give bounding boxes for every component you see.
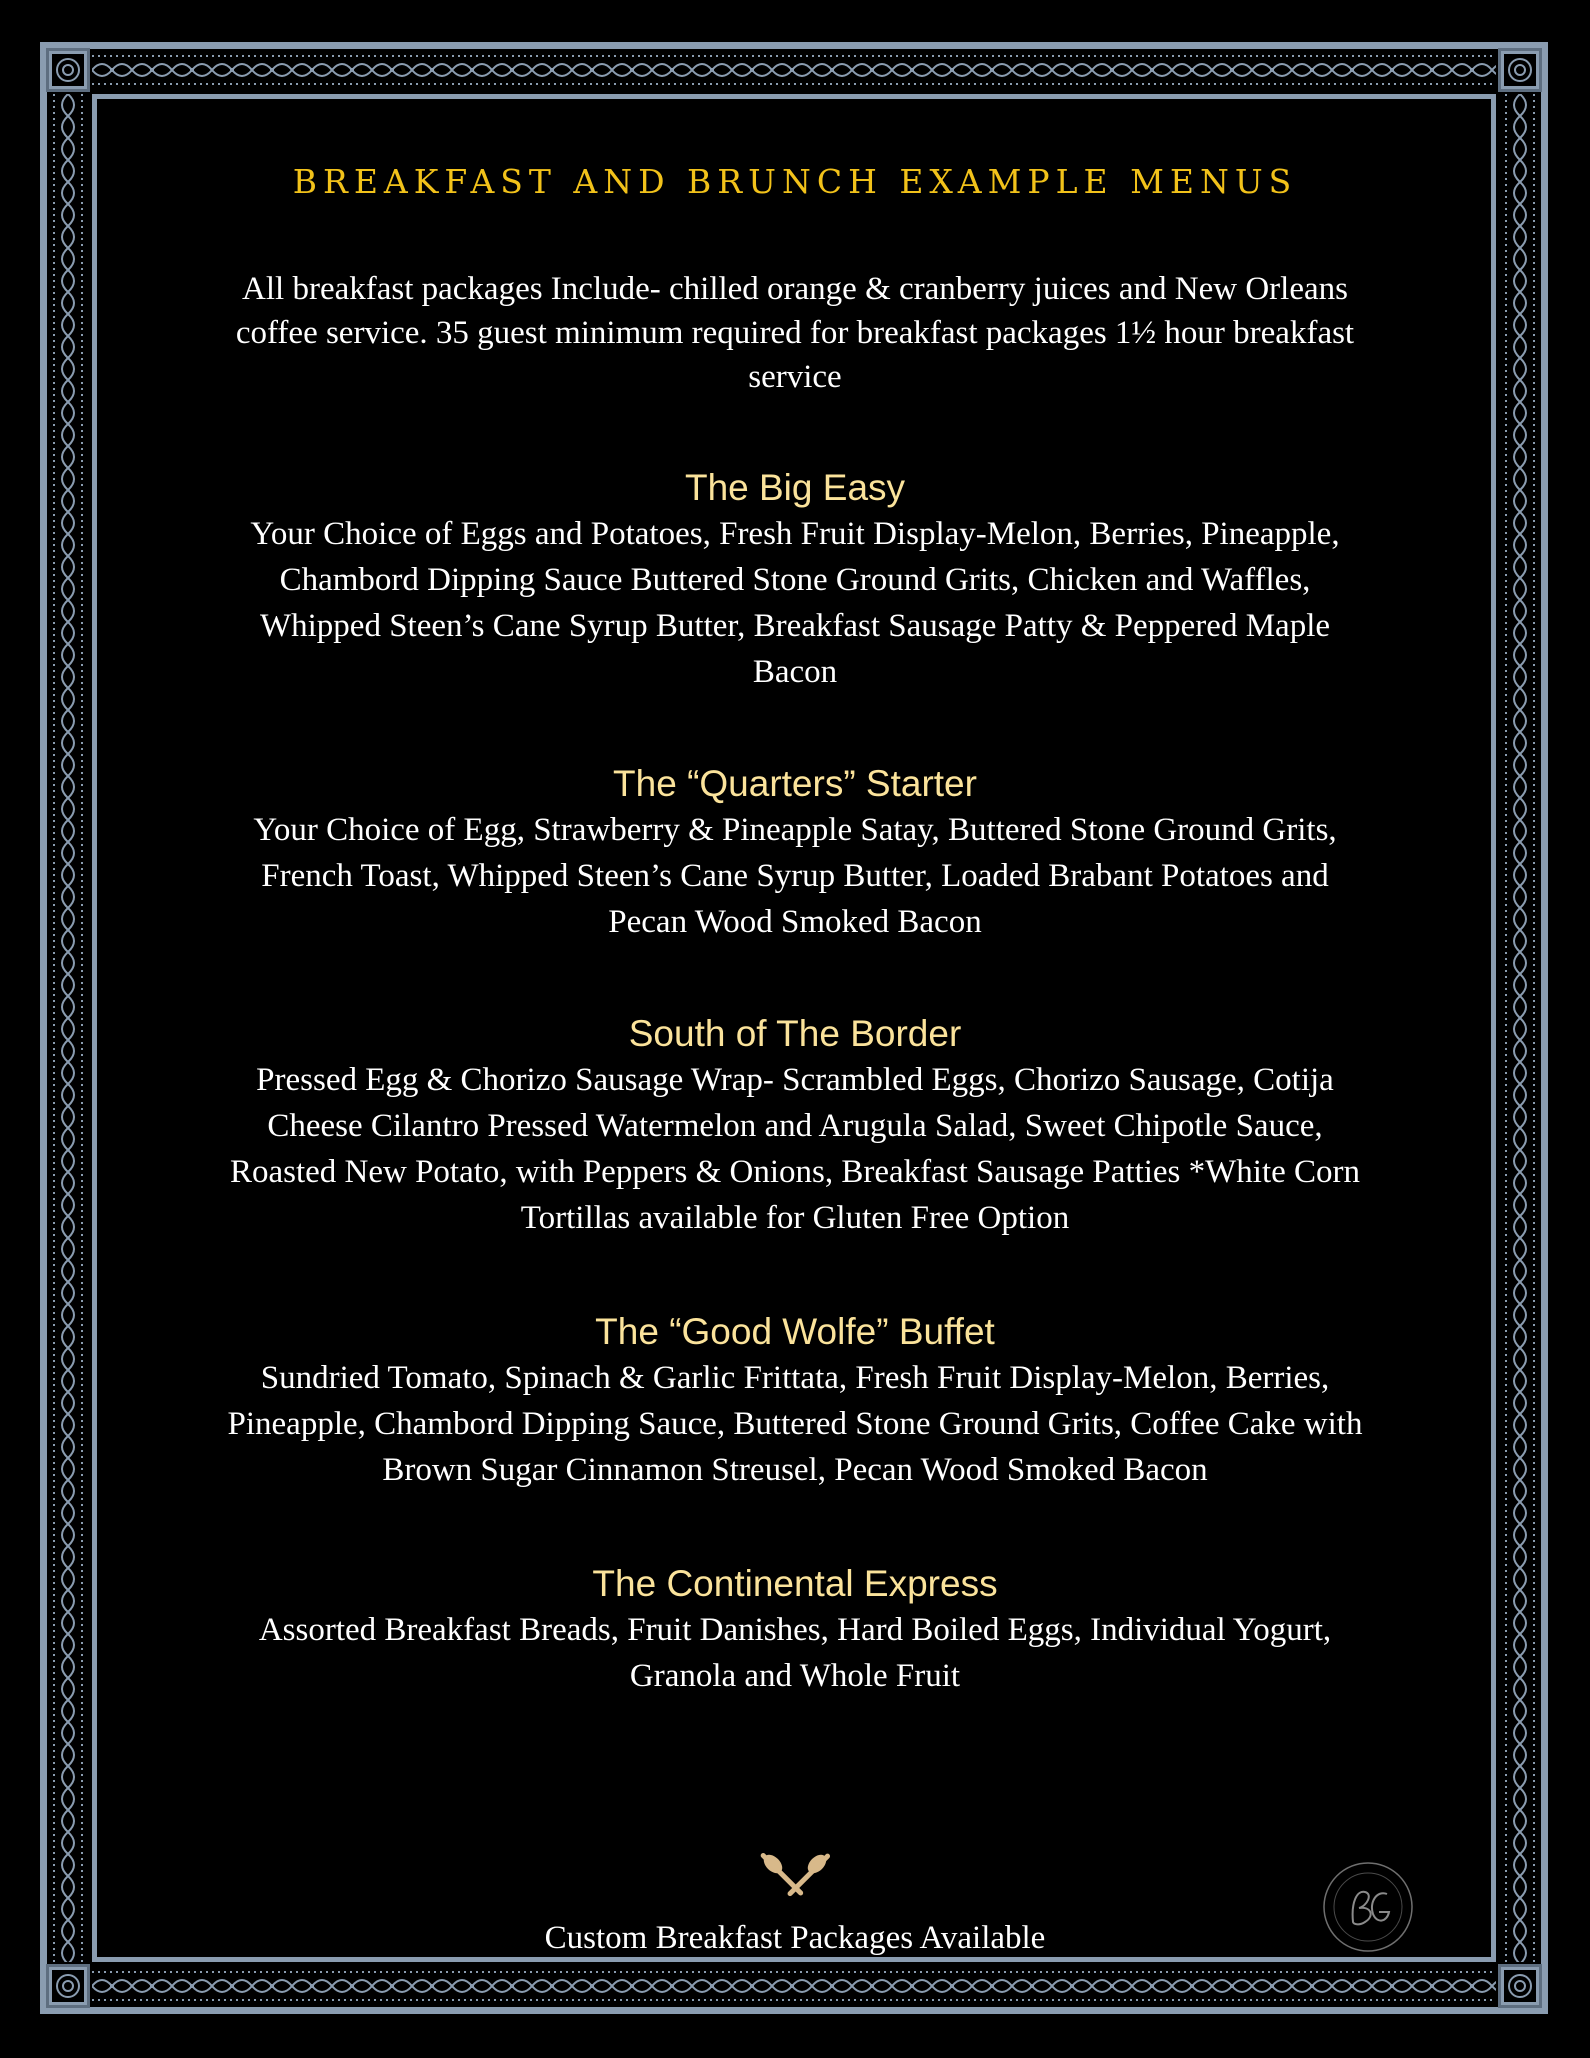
menu-section-continental-express: [150, 1561, 1440, 1699]
monogram-seal-logo: [1313, 1852, 1423, 1962]
page-title: BREAKFAST AND BRUNCH EXAMPLE MENUS: [292, 162, 1298, 201]
corner-rosette-icon: [1498, 1964, 1542, 2008]
menu-section-quarters-starter: [150, 761, 1440, 945]
menu-section-title: South of The Border: [628, 1013, 962, 1054]
menu-section-items: Your Choice of Egg, Strawberry & Pineapple Satay, Buttered Stone Ground Grits, French Toast, Whipped Steen’s Cane Syrup Butter, Loaded Brabant Potatoes and Pecan Wood Smoked Bacon: [253, 812, 1337, 940]
menu-section-items: Pressed Egg & Chorizo Sausage Wrap- Scrambled Eggs, Chorizo Sausage, Cotija Cheese Cilantro Pressed Watermelon and Arugula Salad, Sweet Chipotle Sauce, Roasted New Potato, with Peppers & Onions, Breakfast Sausage Patties *White Corn Tortillas available for Gluten Free Option: [229, 1062, 1361, 1236]
corner-rosette-icon: [1498, 48, 1542, 92]
corner-rosette-icon: [46, 1964, 90, 2008]
bottom-ornament-band: [92, 1966, 1496, 2006]
custom-packages-note: Custom Breakfast Packages Available: [544, 1920, 1046, 1956]
menu-section-good-wolfe: [150, 1309, 1440, 1493]
menu-section-items: Your Choice of Eggs and Potatoes, Fresh Fruit Display-Melon, Berries, Pineapple, Chambord Dipping Sauce Buttered Stone Ground Grits, Chicken and Waffles, Whipped Steen’s Cane Syrup Butter, Breakfast Sausage Patty & Peppered Maple Bacon: [250, 516, 1340, 690]
crossed-spoons-icon: [759, 1852, 831, 1924]
menu-section-south-of-border: [150, 1011, 1440, 1241]
menu-content: [150, 150, 1440, 1699]
menu-section-title: The “Quarters” Starter: [613, 763, 977, 804]
menu-section-items: Sundried Tomato, Spinach & Garlic Frittata, Fresh Fruit Display-Melon, Berries, Pineapple, Chambord Dipping Sauce, Buttered Stone Ground Grits, Coffee Cake with Brown Sugar Cinnamon Streusel, Pecan Wood Smoked Bacon: [227, 1360, 1363, 1488]
menu-section-title: The Big Easy: [684, 467, 906, 508]
menu-section-title: The Continental Express: [592, 1563, 998, 1604]
corner-rosette-icon: [46, 48, 90, 92]
intro-text: All breakfast packages Include- chilled orange & cranberry juices and New Orleans coffee service. 35 guest minimum required for breakfast packages 1½ hour breakfast service: [235, 271, 1355, 395]
menu-section-title: The “Good Wolfe” Buffet: [595, 1311, 995, 1352]
menu-section-big-easy: [150, 465, 1440, 695]
right-ornament-band: [1500, 94, 1540, 1962]
top-ornament-band: [92, 50, 1496, 90]
left-ornament-band: [48, 94, 88, 1962]
menu-section-items: Assorted Breakfast Breads, Fruit Danishes, Hard Boiled Eggs, Individual Yogurt, Granola and Whole Fruit: [258, 1612, 1332, 1694]
